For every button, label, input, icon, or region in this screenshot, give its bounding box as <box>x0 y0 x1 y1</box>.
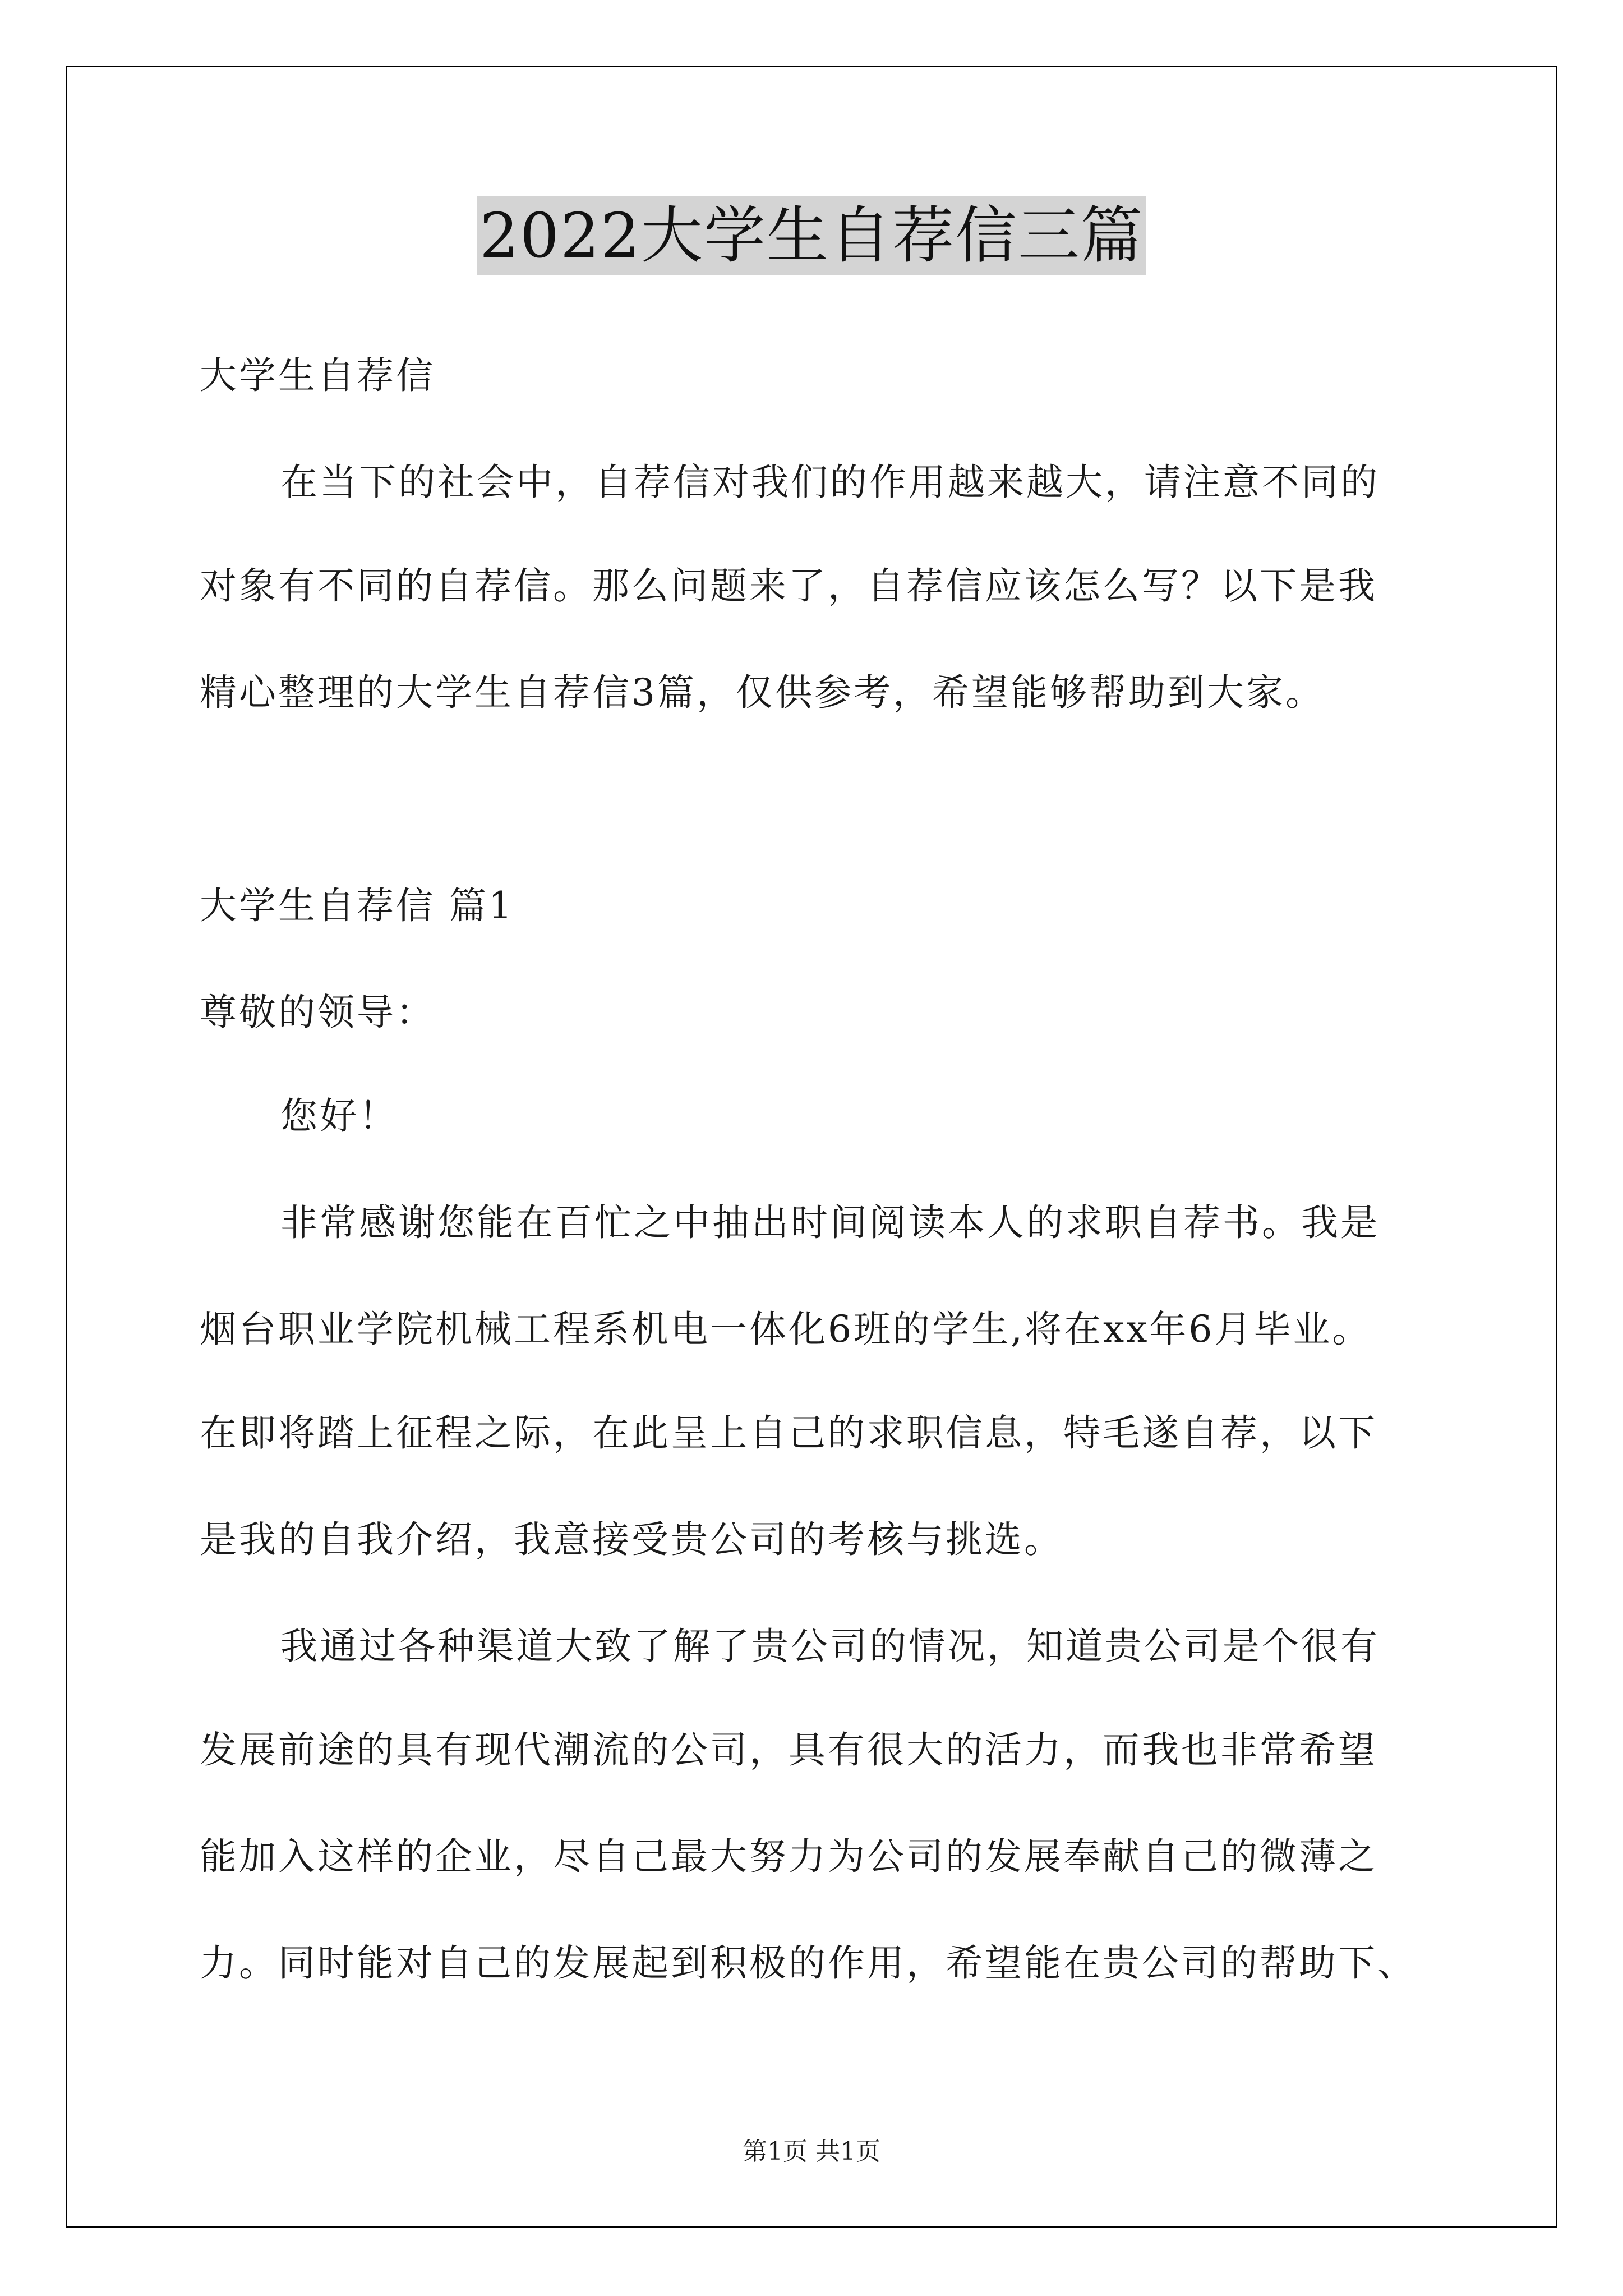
section-heading: 大学生自荐信 篇1 <box>200 884 514 927</box>
body-line: 能加入这样的企业，尽自己最大努力为公司的发展奉献自己的微薄之 <box>200 1835 1377 1878</box>
body-line: 是我的自我介绍，我意接受贵公司的考核与挑选。 <box>200 1518 1063 1561</box>
section-heading: 大学生自荐信 <box>200 354 435 397</box>
greeting: 您好！ <box>280 1094 398 1138</box>
title-container <box>0 196 1623 275</box>
body-line: 发展前途的具有现代潮流的公司，具有很大的活力，而我也非常希望 <box>200 1728 1377 1772</box>
body-line: 我通过各种渠道大致了解了贵公司的情况，知道贵公司是个很有 <box>280 1625 1380 1668</box>
body-line: 非常感谢您能在百忙之中抽出时间阅读本人的求职自荐书。我是 <box>280 1201 1380 1244</box>
body-line: 力。同时能对自己的发展起到积极的作用，希望能在贵公司的帮助下、 <box>200 1941 1417 1985</box>
body-line: 在即将踏上征程之际，在此呈上自己的求职信息，特毛遂自荐，以下 <box>200 1411 1377 1455</box>
document-title: 2022大学生自荐信三篇 <box>477 196 1146 275</box>
page-footer: 第1页 共1页 <box>743 2137 880 2166</box>
body-line: 精心整理的大学生自荐信3篇，仅供参考，希望能够帮助到大家。 <box>200 671 1325 714</box>
body-line: 对象有不同的自荐信。那么问题来了，自荐信应该怎么写？以下是我 <box>200 564 1377 608</box>
salutation: 尊敬的领导： <box>200 991 435 1034</box>
body-line: 烟台职业学院机械工程系机电一体化6班的学生,将在xx年6月毕业。 <box>200 1308 1372 1351</box>
body-line: 在当下的社会中，自荐信对我们的作用越来越大，请注意不同的 <box>280 461 1380 504</box>
